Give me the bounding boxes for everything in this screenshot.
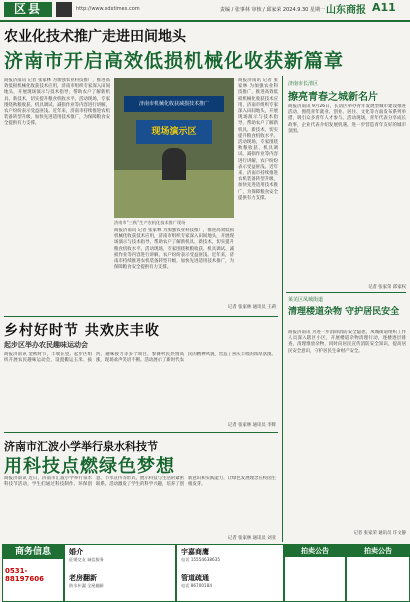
ads-phone: 0531-88197606 (5, 567, 44, 583)
photo-title-board: 济南市机械化收获减损技术推广 (124, 96, 224, 112)
mid-story-body: 商报济南讯 金秋时节，丰收在望。起步区组织开展农民趣味运动会，设置搬运玉米、拔河、趣味接力等多个项目，参赛村民热情高涨，现场欢声笑语不断。活动展示了新时代农民的精神风貌，营造了喜庆丰收的浓厚氛围。 (4, 352, 276, 364)
classifieds-box (64, 544, 176, 602)
masthead (0, 0, 410, 22)
right-story-body: 商报济南讯 9月26日，长清区举办青年发展型城市建设推进活动，围绕青年就业、创业、居住、文化等方面发布系列举措，吸引众多青年人才参与。活动现场，青年代表分享成长故事，企业代表介绍发展机遇，进一步营造青年友好的城市氛围。 (288, 104, 406, 134)
right-story-byline: 记者 张家荣 邱家权 (368, 285, 406, 290)
lead-kicker: 农业化技术推广走进田间地头 (4, 29, 186, 45)
page-number: A11 (372, 1, 396, 14)
classified-title-1: 宇嘉商鹰 (181, 548, 209, 556)
right-story-label: 济南市长清区 (288, 81, 319, 87)
lead-photo (114, 78, 234, 218)
classified-text-2: 防水补漏 全屋翻新 (69, 583, 104, 588)
site-url: http://www.sdxtimes.com (76, 6, 140, 12)
bottom-body: 商报济南讯 近日，济南市汇波小学举行泉水科技节活动，学生们通过科技制作、环保创意、节水宣传等形式，展示科技与生活的紧密联系。活动激发了学生的科学兴趣，培养了创新意识和实践能力，让绿色发展理念在校园生根发芽。 (4, 476, 276, 488)
classified-text-3: 电话 86700184 (181, 583, 213, 588)
classified-text-0: 征婚交友 诚信服务 (69, 557, 104, 562)
business-info-box (2, 544, 64, 602)
right-rule (286, 292, 406, 293)
bottom-byline: 记者 张家林 通讯员 刘亚 (227, 536, 276, 541)
paper-name: 山东商报 (326, 5, 366, 16)
right-story2-headline: 清理楼道杂物 守护居民安全 (288, 307, 400, 317)
right-story2-body: 商报济南讯 为进一步消除消防安全隐患，凤城街道组织工作人员深入辖区小区，开展楼道杂物清理行动，逐楼逐层排查，清理堆放杂物，同时向居民宣传消防安全知识，提高居民安全意识，守护居民生命财产安全。 (288, 330, 406, 354)
lead-body-col2: 商报济南讯 记者 张家林 为加强农业科技推广，推进高效低损机械化收获技术应用，济南市组织专家深入田间地头，开展现场演示与技术指导，帮助农户了解新机具、新技术，切实提升粮食机收水平。活动现场，专家围绕秋粮收获、机具调试、减损作业等内容进行讲解，农户纷纷表示受益匪浅。近年来，济南市持续推进农机装备转型升级，加快先进适用技术推广，为保障粮食安全提供有力支撑。 (114, 228, 234, 271)
photo-person (162, 148, 186, 180)
mid-story-headline: 乡村好时节 共欢庆丰收 (4, 323, 160, 339)
bottom-kicker: 济南市汇波小学举行泉水科技节 (4, 440, 158, 453)
lead-headline: 济南市开启高效低损机械化收获新篇章 (4, 50, 345, 72)
mid-story-subhead: 起步区举办农民趣味运动会 (4, 341, 88, 349)
lead-body-col1: 商报济南讯 记者 张家林 为加强农业科技推广，推进高效低损机械化收获技术应用，济南市组织专家深入田间地头，开展现场演示与技术指导，帮助农户了解新机具、新技术，切实提升粮食机收水平。活动现场，专家围绕秋粮收获、机具调试、减损作业等内容进行讲解，农户纷纷表示受益匪浅。近年来，济南市持续推进农机装备转型升级，加快先进适用技术推广，为保障粮食安全提供有力支撑。 (4, 78, 110, 127)
classified-title-2: 老房翻新 (69, 574, 97, 582)
lead-body-col3: 商报济南讯 记者 张家林 为加强农业科技推广，推进高效低损机械化收获技术应用，济南市组织专家深入田间地头，开展现场演示与技术指导，帮助农户了解新机具、新技术，切实提升粮食机收水平。活动现场，专家围绕秋粮收获、机具调试、减损作业等内容进行讲解，农户纷纷表示受益匪浅。近年来，济南市持续推进农机装备转型升级，加快先进适用技术推广，为保障粮食安全提供有力支撑。 (238, 78, 278, 201)
right-story-headline: 擦亮青春之城新名片 (288, 92, 378, 103)
lead-byline: 记者 张家林 通讯员 王莉 (227, 305, 276, 310)
photo-banner: 现场演示区 (136, 120, 212, 144)
mid-story-byline: 记者 张家林 通讯员 李辉 (227, 423, 276, 428)
auction-notice-2-title: 拍卖公告 (347, 545, 409, 557)
section-badge: 区县 (4, 2, 52, 17)
right-story2-byline: 记者 张家荣 通讯员 许文静 (353, 531, 406, 536)
classified-title-3: 管道疏通 (181, 574, 209, 582)
right-story2-label: 莱芜区凤城街道 (288, 297, 324, 303)
auction-notice-1 (284, 544, 346, 602)
edition-meta: 责编 / 张事林 审核 / 邱家荣 2024.9.30 星期一 (220, 7, 325, 13)
auction-notice-2 (346, 544, 410, 602)
bottom-rule (4, 432, 278, 433)
column-divider (282, 76, 283, 542)
bottom-headline: 用科技点燃绿色梦想 (4, 456, 175, 477)
ads-title: 商务信息 (3, 545, 63, 559)
classifieds-box-2 (176, 544, 284, 602)
section-rule (4, 316, 278, 317)
qr-code-icon (56, 2, 72, 17)
lead-photo-caption: 济南市“三秋”生产农机化技术推广现场 (114, 220, 186, 225)
classified-text-1: 电话 15554638635 (181, 557, 221, 562)
classified-title-0: 婚介 (69, 548, 83, 556)
auction-notice-1-title: 拍卖公告 (285, 545, 345, 557)
